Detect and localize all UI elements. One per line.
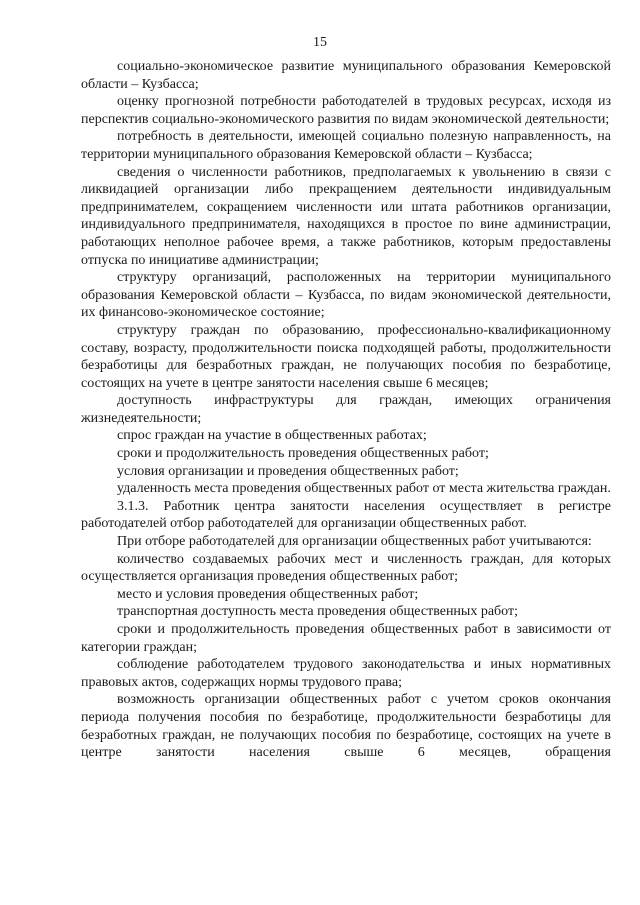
- paragraph: транспортная доступность места проведения общественных работ;: [117, 604, 518, 620]
- paragraph: структуру граждан по образованию, профессионально-квалификационному составу, возрасту, продолжительности поиска подходящей работы, продолжительности безработицы для безработных граждан, не получающих пособия по безработице, состоящих на учете в центре занятости населения свыше 6 месяцев;: [81, 322, 611, 391]
- paragraph: количество создаваемых рабочих мест и численность граждан, для которых осуществляется организация проведения общественных работ;: [81, 551, 611, 585]
- paragraph: сроки и продолжительность проведения общественных работ;: [117, 446, 489, 462]
- paragraph: 3.1.3. Работник центра занятости населения осуществляет в регистре работодателей отбор работодателей для организации общественных работ.: [81, 498, 611, 532]
- paragraph: сроки и продолжительность проведения общественных работ в зависимости от категории граждан;: [81, 622, 611, 655]
- paragraph: спрос граждан на участие в общественных работах;: [117, 428, 427, 444]
- paragraph: социально-экономическое развитие муниципального образования Кемеровской области – Кузбасса;: [81, 59, 611, 92]
- paragraph: удаленность места проведения общественных работ от места жительства граждан.: [117, 481, 611, 497]
- paragraph: возможность организации общественных работ с учетом сроков окончания периода получения пособия по безработице, продолжительности безработицы для безработных граждан, не получающих пособия по безработице, состоящих на учете в центре занятости населения свыше 6 месяцев, обращения: [81, 692, 611, 761]
- paragraph: потребность в деятельности, имеющей социально полезную направленность, на территории муниципального образования Кемеровской области – Кузбасса;: [81, 129, 611, 162]
- paragraph: соблюдение работодателем трудового законодательства и иных нормативных правовых актов, содержащих нормы трудового права;: [81, 657, 611, 690]
- paragraph: При отборе работодателей для организации общественных работ учитываются:: [117, 534, 592, 550]
- document-body: [81, 58, 611, 762]
- paragraph: условия организации и проведения общественных работ;: [117, 463, 459, 479]
- paragraph: место и условия проведения общественных работ;: [117, 586, 419, 602]
- paragraph: доступность инфраструктуры для граждан, имеющих ограничения жизнедеятельности;: [81, 393, 611, 426]
- paragraph: структуру организаций, расположенных на территории муниципального образования Кемеровской области – Кузбасса, по видам экономической деятельности, их финансово-экономическое состояние;: [81, 270, 611, 321]
- paragraph: сведения о численности работников, предполагаемых к увольнению в связи с ликвидацией организации либо прекращением деятельности индивидуальным предпринимателем, сокращением численности или штата работников организации, индивидуального предпринимателя, находящихся в простое по вине администрации, работающих неполное рабочее время, а также работников, которым предоставлены отпуска по инициативе администрации;: [81, 164, 611, 268]
- paragraph: оценку прогнозной потребности работодателей в трудовых ресурсах, исходя из перспектив социально-экономического развития по видам экономической деятельности;: [81, 94, 611, 127]
- page-number: 15: [313, 35, 327, 50]
